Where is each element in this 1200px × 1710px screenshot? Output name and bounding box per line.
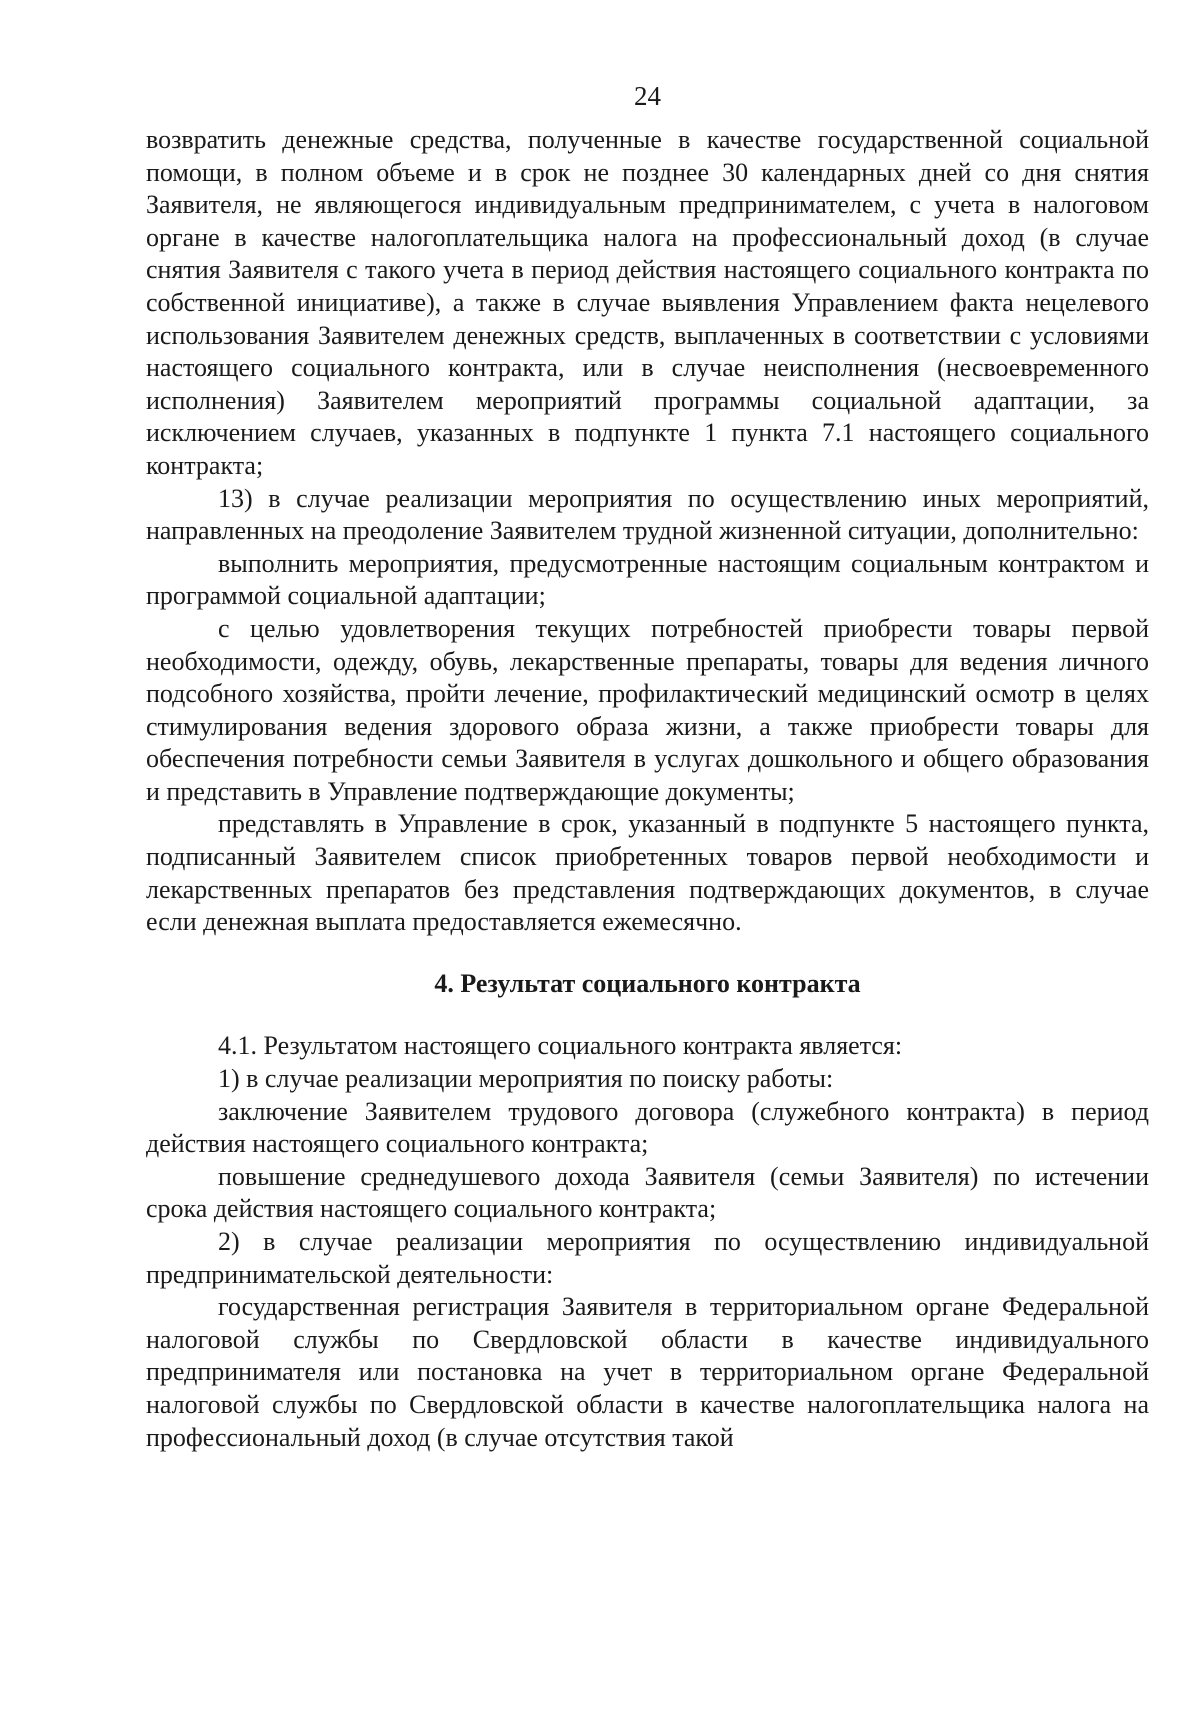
section-heading: 4. Результат социального контракта — [434, 968, 861, 998]
paragraph: выполнить мероприятия, предусмотренные настоящим социальным контрактом и программой социальной адаптации; — [146, 548, 1149, 611]
paragraph: 1) в случае реализации мероприятия по поиску работы: — [218, 1064, 834, 1094]
paragraph: заключение Заявителем трудового договора (служебного контракта) в период действия настоящего социального контракта; — [146, 1096, 1149, 1159]
paragraph: с целью удовлетворения текущих потребностей приобрести товары первой необходимости, одежду, обувь, лекарственные препараты, товары для ведения личного подсобного хозяйства, пройти лечение, профилактический медицинский осмотр в целях стимулирования ведения здорового образа жизни, а также приобрести товары для обеспечения потребности семьи Заявителя в услугах дошкольного и общего образования и представить в Управление подтверждающие документы; — [146, 613, 1149, 806]
paragraph: государственная регистрация Заявителя в территориальном органе Федеральной налоговой службы по Свердловской области в качестве индивидуального предпринимателя или постановка на учет в территориальном органе Федеральной налоговой службы по Свердловской области в качестве налогоплательщика налога на профессиональный доход (в случае отсутствия такой — [146, 1292, 1149, 1452]
paragraph: 4.1. Результатом настоящего социального контракта является: — [218, 1031, 903, 1061]
paragraph: повышение среднедушевого дохода Заявителя (семьи Заявителя) по истечении срока действия настоящего социального контракта; — [146, 1161, 1149, 1224]
document-body — [146, 124, 1149, 1454]
paragraph: возвратить денежные средства, полученные в качестве государственной социальной помощи, в полном объеме и в срок не позднее 30 календарных дней со дня снятия Заявителя, не являющегося индивидуальным предпринимателем, с учета в налоговом органе в качестве налогоплательщика налога на профессиональный доход (в случае снятия Заявителя с такого учета в период действия настоящего социального контракта по собственной инициативе), а также в случае выявления Управлением факта нецелевого использования Заявителем денежных средств, выплаченных в соответствии с условиями настоящего социального контракта, или в случае неисполнения (несвоевременного исполнения) Заявителем мероприятий программы социальной адаптации, за исключением случаев, указанных в подпункте 1 пункта 7.1 настоящего социального контракта; — [146, 125, 1149, 480]
paragraph: 13) в случае реализации мероприятия по осуществлению иных мероприятий, направленных на преодоление Заявителем трудной жизненной ситуации, дополнительно: — [146, 483, 1149, 546]
paragraph: 2) в случае реализации мероприятия по осуществлению индивидуальной предпринимательской деятельности: — [146, 1227, 1149, 1289]
paragraph: представлять в Управление в срок, указанный в подпункте 5 настоящего пункта, подписанный Заявителем список приобретенных товаров первой необходимости и лекарственных препаратов без представления подтверждающих документов, в случае если денежная выплата предоставляется ежемесячно. — [146, 809, 1149, 937]
page-number: 24 — [634, 81, 661, 111]
